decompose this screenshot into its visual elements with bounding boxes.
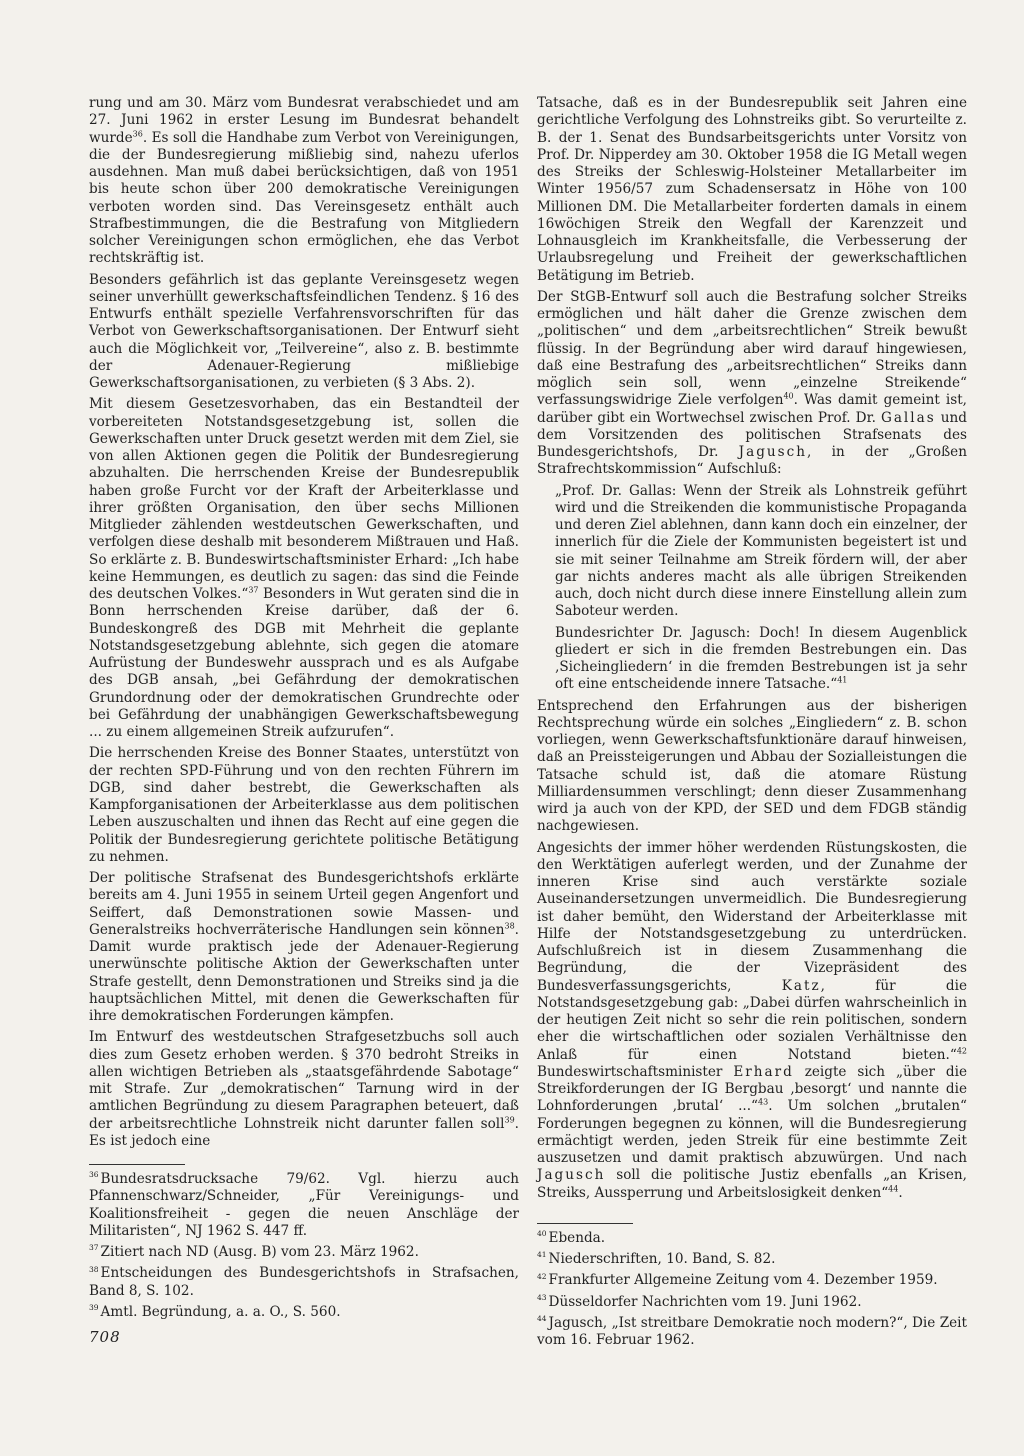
footnote: $^{37}$ Zitiert nach ND (Ausg. B) vom 23. März 1962. xyxy=(89,1243,419,1260)
footnote: $^{40}$ Ebenda. xyxy=(537,1229,606,1246)
footnote: $^{36}$ Bundesratsdrucksache 79/62. Vgl. hierzu auch Pfannenschwarz/Schneider, „Für Vereinigungs- und Koalitionsfreiheit - gegen die neuen Anschläge der Militaristen“, NJ 1962 S. 447 ff. xyxy=(89,1170,519,1239)
footnote-ref: 44 xyxy=(888,1183,899,1193)
right-footnotes xyxy=(537,1230,967,1350)
footnote-divider xyxy=(89,1164,185,1165)
spaced-name: Katz xyxy=(781,977,821,994)
footnote-ref: 37 xyxy=(248,585,259,595)
spaced-name: Jagusch xyxy=(537,1167,606,1184)
right-body xyxy=(537,95,967,1202)
footnote-number: 39 xyxy=(89,1303,99,1313)
footnote-ref: 36 xyxy=(132,128,143,138)
paragraph: Der politische Strafsenat des Bundesgerichtshofs erklärte bereits am 4. Juni 1955 in seinem Urteil gegen Angenfort und Seiffert, daß Demonstrationen sowie Massen- und Generalstreiks hochverräterische Handlungen sein können$^{38}$. Damit wurde praktisch jede der Adenauer-Regierung unerwünschte politische Aktion der Gewerkschaften unter Strafe gestellt, denn Demonstrationen und Streiks sind ja die hauptsächlichen Mittel, mit denen die Gewerkschaften für ihre demokratischen Forderungen kämpfen. xyxy=(89,870,519,1024)
footnote: $^{41}$ Niederschriften, 10. Band, S. 82. xyxy=(537,1250,776,1267)
footnote-ref: 41 xyxy=(837,675,848,685)
left-body xyxy=(89,95,519,1150)
spaced-name: Jagusch xyxy=(738,444,808,460)
right-column xyxy=(537,95,967,1349)
footnote-ref: 40 xyxy=(783,391,794,401)
footnote-ref: 38 xyxy=(504,921,515,931)
page-number: 708 xyxy=(89,1328,121,1346)
footnote-number: 44 xyxy=(537,1314,547,1324)
paragraph: Entsprechend den Erfahrungen aus der bisherigen Rechtsprechung würde ein solches „Eingliedern“ z. B. schon vorliegen, wenn Gewerkschaftsfunktionäre darauf hinweisen, daß an Preissteigerungen und Abbau der Sozialleistungen die Tatsache schuld ist, daß die atomare Rüstung Milliardensummen verschlingt; denn dieser Zusammenhang wird ja auch von der KPD, der SED und dem FDGB ständig nachgewiesen. xyxy=(537,697,967,835)
footnote-number: 36 xyxy=(89,1170,99,1180)
quote-paragraph: Bundesrichter Dr. Jagusch: Doch! In diesem Augenblick gliedert er sich in die fremden Bestrebungen ein. Das ‚Sicheingliedern‘ in die fremden Bestrebungen ist ja sehr oft eine entscheidende innere Tatsache.“$^{41}$ xyxy=(555,624,967,693)
paragraph: Tatsache, daß es in der Bundesrepublik seit Jahren eine gerichtliche Verfolgung des Lohnstreiks gibt. So verurteilte z. B. der 1. Senat des Bundsarbeitsgerichts unter Vorsitz von Prof. Dr. Nipperdey am 30. Oktober 1958 die IG Metall wegen des Streiks der Schleswig-Holsteiner Metallarbeiter im Winter 1956/57 zum Schadensersatz in Höhe von 100 Millionen DM. Die Metallarbeiter forderten damals in einem 16wöchigen Streik den Wegfall der Karenzzeit und Lohnausgleich im Krankheitsfalle, die Verbesserung der Urlaubsregelung und Freiheit der gewerkschaftlichen Betätigung im Betrieb. xyxy=(537,95,967,284)
footnote: $^{38}$ Entscheidungen des Bundesgerichtshofs in Strafsachen, Band 8, S. 102. xyxy=(89,1264,519,1299)
footnote-number: 37 xyxy=(89,1243,99,1253)
footnote-ref: 42 xyxy=(956,1045,967,1055)
footnote: $^{42}$ Frankfurter Allgemeine Zeitung vom 4. Dezember 1959. xyxy=(537,1271,938,1289)
footnote-ref: 43 xyxy=(758,1097,769,1107)
footnote-number: 40 xyxy=(537,1229,547,1239)
left-footnotes xyxy=(89,1171,519,1321)
footnote-number: 38 xyxy=(89,1264,99,1274)
footnote-number: 43 xyxy=(537,1292,547,1302)
footnote: $^{43}$ Düsseldorfer Nachrichten vom 19. Juni 1962. xyxy=(537,1292,862,1310)
footnote: $^{39}$ Amtl. Begründung, a. a. O., S. 560. xyxy=(89,1303,341,1320)
paragraph: Mit diesem Gesetzesvorhaben, das ein Bestandteil der vorbereiteten Notstandsgesetzgebung ist, sollen die Gewerkschaften unter Druck gesetzt werden mit dem Ziel, sie von allen Aktionen gegen die Politik der Bundesregierung abzuhalten. Die herrschenden Kreise der Bundesrepublik haben große Furcht vor der Kraft der Arbeiterklasse und ihrer größten Organisation, den über sechs Millionen Mitglieder zählenden westdeutschen Gewerkschaften, und verfolgen diese deshalb mit besonderem Mißtrauen und Haß. So erklärte z. B. Bundeswirtschaftsminister Erhard: „Ich habe keine Hemmungen, es deutlich zu sagen: das sind die Feinde des deutschen Volkes.“$^{37}$ Besonders in Wut geraten sind die in Bonn herrschenden Kreise darüber, daß der 6. Bundeskongreß des DGB mit Mehrheit die geplante Notstandsgesetzgebung ablehnte, sich gegen die atomare Aufrüstung der Bundeswehr aussprach und es als Aufgabe des DGB ansah, „bei Gefährdung der demokratischen Grundordnung oder der demokratischen Grundrechte oder bei Gefährdung der unabhängigen Gewerkschaftsbewegung ... zu einem allgemeinen Streik aufzurufen“. xyxy=(89,396,520,740)
paragraph: Angesichts der immer höher werdenden Rüstungskosten, die den Werktätigen auferlegt werden, und der Zunahme der inneren Krise sind auch verstärkte soziale Auseinandersetzungen unvermeidlich. Die Bundesregierung ist daher bemüht, den Widerstand der Arbeiterklasse mit Hilfe der Notstandsgesetzgebung zu unterdrücken. Aufschlußreich ist in diesem Zusammenhang die Begründung, die der Vizepräsident des Bundesverfassungsgerichts, Katz, für die Notstandsgesetzgebung gab: „Dabei dürfen wahrscheinlich in der heutigen Zeit nicht so sehr die rein politischen, sondern eher die wirtschaftlichen oder sozialen Verhältnisse den Anlaß für einen Notstand bieten.“$^{42}$ Bundeswirtschaftsminister Erhard zeigte sich „über die Streikforderungen der IG Bergbau ‚besorgt‘ und nannte die Lohnforderungen ‚brutal‘ ...“$^{43}$. Um solchen „brutalen“ Forderungen begegnen zu können, will die Bundesregierung ermächtigt werden, jeden Streik für eine bestimmte Zeit auszusetzen und damit praktisch abzuwürgen. Und nach Jagusch soll die politische Justiz ebenfalls „an Krisen, Streiks, Aussperrung und Arbeitslosigkeit denken“$^{44}$. xyxy=(537,839,968,1201)
paragraph: Im Entwurf des westdeutschen Strafgesetzbuchs soll auch dies zum Gesetz erhoben werden. § 370 bedroht Streiks in allen wichtigen Betrieben als „staatsgefährdende Sabotage“ mit Strafe. Zur „demokratischen“ Tarnung wird in der amtlichen Begründung zu diesem Paragraphen beteuert, daß der arbeitsrechtliche Lohnstreik nicht darunter fallen soll$^{39}$. Es ist jedoch eine xyxy=(89,1029,519,1149)
quote-paragraph: „Prof. Dr. Gallas: Wenn der Streik als Lohnstreik geführt wird und die Streikenden die kommunistische Propaganda und deren Ziel ablehnen, dann kann doch ein einzelner, der innerlich für die Ziele der Kommunisten begeistert ist und sie mit seiner Teilnahme am Streik fördern will, der aber gar nichts anderes macht als alle übrigen Streikenden auch, doch nicht durch diese innere Einstellung allein zum Saboteur werden. xyxy=(555,482,967,620)
footnote-number: 41 xyxy=(537,1250,547,1260)
spaced-name: Gallas xyxy=(880,409,936,426)
paragraph: Besonders gefährlich ist das geplante Vereinsgesetz wegen seiner unverhüllt gewerkschaftsfeindlichen Tendenz. § 16 des Entwurfs enthält spezielle Verfahrensvorschriften für das Verbot von Gewerkschaftsorganisationen. Der Entwurf sieht auch die Möglichkeit vor, „Teilvereine“, also z. B. bestimmte der Adenauer-Regierung mißliebige Gewerkschaftsorganisationen, zu verbieten (§ 3 Abs. 2). xyxy=(89,271,519,391)
footnote-ref: 39 xyxy=(504,1114,515,1124)
left-column xyxy=(89,95,519,1321)
footnote-divider xyxy=(537,1223,633,1224)
spaced-name: Erhard xyxy=(733,1063,794,1080)
footnote: $^{44}$ Jagusch, „Ist streitbare Demokratie noch modern?“, Die Zeit vom 16. Februar 1962. xyxy=(537,1314,967,1348)
paragraph: Die herrschenden Kreise des Bonner Staates, unterstützt von der rechten SPD-Führung und von den rechten Führern im DGB, sind daher bestrebt, die Gewerkschaften als Kampforganisationen der Arbeiterklasse aus dem politischen Leben auszuschalten und ihnen das Recht auf eine gegen die Politik der Bundesregierung gerichtete politische Betätigung zu nehmen. xyxy=(89,745,519,865)
footnote-number: 42 xyxy=(537,1271,547,1281)
paragraph: rung und am 30. März vom Bundesrat verabschiedet und am 27. Juni 1962 in erster Lesung im Bundesrat behandelt wurde$^{36}$. Es soll die Handhabe zum Verbot von Vereinigungen, die der Bundesregierung mißliebig sind, nahezu uferlos ausdehnen. Man muß dabei berücksichtigen, daß von 1951 bis heute schon über 200 demokratische Vereinigungen verboten worden sind. Das Vereinsgesetz enthält auch Strafbestimmungen, die die Bestrafung von Mitgliedern solcher Vereinigungen schon ermöglichen, ehe das Verbot rechtskräftig ist. xyxy=(89,95,519,267)
paragraph: Der StGB-Entwurf soll auch die Bestrafung solcher Streiks ermöglichen und hält daher die Grenze zwischen dem „politischen“ und dem „arbeitsrechtlichen“ Streik bewußt flüssig. In der Begründung aber wird darauf hingewiesen, daß eine Bestrafung des „arbeitsrechtlichen“ Streiks dann möglich sein soll, wenn „einzelne Streikende“ verfassungswidrige Ziele verfolgen$^{40}$. Was damit gemeint ist, darüber gibt ein Wortwechsel zwischen Prof. Dr. Gallas und dem Vorsitzenden des politischen Strafsenats des Bundesgerichtshofs, Dr. Jagusch, in der „Großen Strafrechtskommission“ Aufschluß: xyxy=(537,288,967,478)
